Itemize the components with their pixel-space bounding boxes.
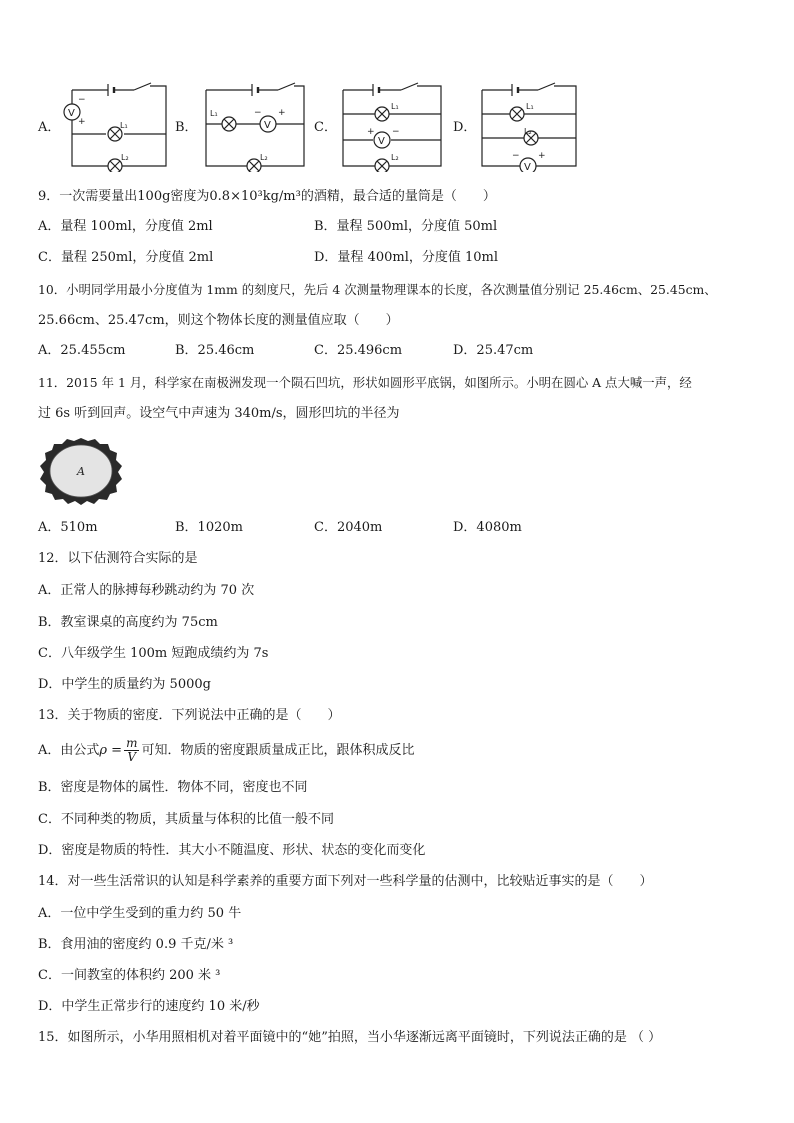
q14-option-b[interactable]: B．食用油的密度约 0.9 千克/米 ³ (38, 937, 234, 952)
q10-option-a[interactable]: A．25.455cm (38, 343, 126, 358)
q12-stem: 12．以下估测符合实际的是 (38, 551, 198, 566)
q12-option-b[interactable]: B．教室课桌的高度约为 75cm (38, 615, 218, 630)
q11-stem-line1: 11．2015 年 1 月，科学家在南极洲发现一个陨石凹坑，形状如圆形平底锅，如图所示。小明在圆心 A 点大喊一声，经 (38, 375, 692, 390)
svg-text:−: − (254, 108, 262, 118)
lamp-l1-label: L₁ (210, 109, 218, 118)
svg-text:+: + (538, 151, 546, 161)
svg-text:+: + (278, 108, 286, 118)
density-formula-fraction (124, 737, 139, 764)
q12-option-c[interactable]: C．八年级学生 100m 短跑成绩约为 7s (38, 646, 269, 661)
q13-option-a[interactable] (38, 737, 414, 765)
q14-option-c[interactable]: C．一间教室的体积约 200 米 ³ (38, 968, 221, 983)
q8-circuit-b (196, 82, 311, 172)
q8-circuit-a (58, 82, 173, 172)
q11-option-b[interactable]: B．1020m (175, 520, 243, 535)
svg-text:−: − (78, 95, 86, 105)
q9-option-a[interactable]: A．量程 100ml，分度值 2ml (38, 219, 213, 234)
svg-text:V: V (378, 136, 385, 147)
q11-option-d[interactable]: D．4080m (453, 520, 522, 535)
formula-numerator: m (126, 736, 138, 750)
formula-denominator: V (127, 750, 137, 764)
q13-option-d[interactable]: D．密度是物质的特性．其大小不随温度、形状、状态的变化而变化 (38, 843, 426, 858)
q13-option-a-suffix: 可知．物质的密度跟质量成正比，跟体积成反比 (141, 743, 415, 758)
lamp-l1-label: L₁ (120, 121, 128, 130)
q15-stem: 15．如图所示，小华用照相机对着平面镜中的“她”拍照，当小华逐渐远离平面镜时，下列说法正确的是 （ ） (38, 1030, 662, 1045)
q8-circuit-d (476, 82, 584, 172)
q9-stem: 9．一次需要量出100g密度为0.8×10³kg/m³的酒精，最合适的量筒是（ ） (38, 189, 496, 204)
q8-option-b-label[interactable]: B． (175, 120, 198, 135)
q9-option-d[interactable]: D．量程 400ml，分度值 10ml (314, 250, 499, 265)
q12-option-d[interactable]: D．中学生的质量约为 5000g (38, 677, 211, 692)
q9-option-b[interactable]: B．量程 500ml，分度值 50ml (314, 219, 498, 234)
q14-option-d[interactable]: D．中学生正常步行的速度约 10 米/秒 (38, 999, 260, 1014)
svg-text:V: V (68, 108, 75, 119)
lamp-l2-label: L₂ (524, 127, 532, 136)
q9-option-c[interactable]: C．量程 250ml，分度值 2ml (38, 250, 214, 265)
crater-point-a-label: A (77, 465, 85, 478)
svg-text:−: − (392, 127, 400, 137)
q11-stem-line2: 过 6s 听到回声。设空气中声速为 340m/s，圆形凹坑的半径为 (38, 406, 400, 421)
q13-option-c[interactable]: C．不同种类的物质，其质量与体积的比值一般不同 (38, 812, 334, 827)
q8-option-a-label[interactable]: A． (38, 120, 61, 135)
lamp-l2-label: L₂ (260, 153, 268, 162)
q8-option-c-label[interactable]: C． (314, 120, 337, 135)
q11-option-c[interactable]: C．2040m (314, 520, 383, 535)
q13-option-b[interactable]: B．密度是物体的属性．物体不同，密度也不同 (38, 780, 308, 795)
svg-text:V: V (524, 162, 531, 172)
density-symbol: ρ = (99, 743, 123, 758)
svg-text:+: + (78, 117, 86, 127)
lamp-l1-label: L₁ (526, 102, 534, 111)
q10-option-b[interactable]: B．25.46cm (175, 343, 255, 358)
q12-option-a[interactable]: A．正常人的脉搏每秒跳动约为 70 次 (38, 583, 255, 598)
q10-stem-line2: 25.66cm、25.47cm，则这个物体长度的测量值应取（ ） (38, 313, 399, 328)
q11-option-a[interactable]: A．510m (38, 520, 98, 535)
lamp-l2-label: L₂ (391, 153, 399, 162)
lamp-l2-label: L₂ (121, 153, 129, 162)
q10-stem-line1: 10．小明同学用最小分度值为 1mm 的刻度尺，先后 4 次测量物理课本的长度，各次测量值分别记 25.46cm、25.45cm、 (38, 282, 717, 297)
q10-option-c[interactable]: C．25.496cm (314, 343, 403, 358)
q13-option-a-prefix: A．由公式 (38, 743, 100, 758)
crater-figure (38, 436, 124, 506)
q14-option-a[interactable]: A．一位中学生受到的重力约 50 牛 (38, 906, 242, 921)
q14-stem: 14．对一些生活常识的认知是科学素养的重要方面下列对一些科学量的估测中，比较贴近事实的是（ ） (38, 874, 653, 889)
q8-option-d-label[interactable]: D． (453, 120, 477, 135)
q8-circuit-c (337, 82, 445, 172)
q13-stem: 13．关于物质的密度．下列说法中正确的是（ ） (38, 708, 341, 723)
lamp-l1-label: L₁ (391, 102, 399, 111)
svg-text:−: − (512, 151, 520, 161)
q10-option-d[interactable]: D．25.47cm (453, 343, 534, 358)
svg-text:+: + (367, 127, 375, 137)
svg-text:V: V (264, 120, 271, 131)
